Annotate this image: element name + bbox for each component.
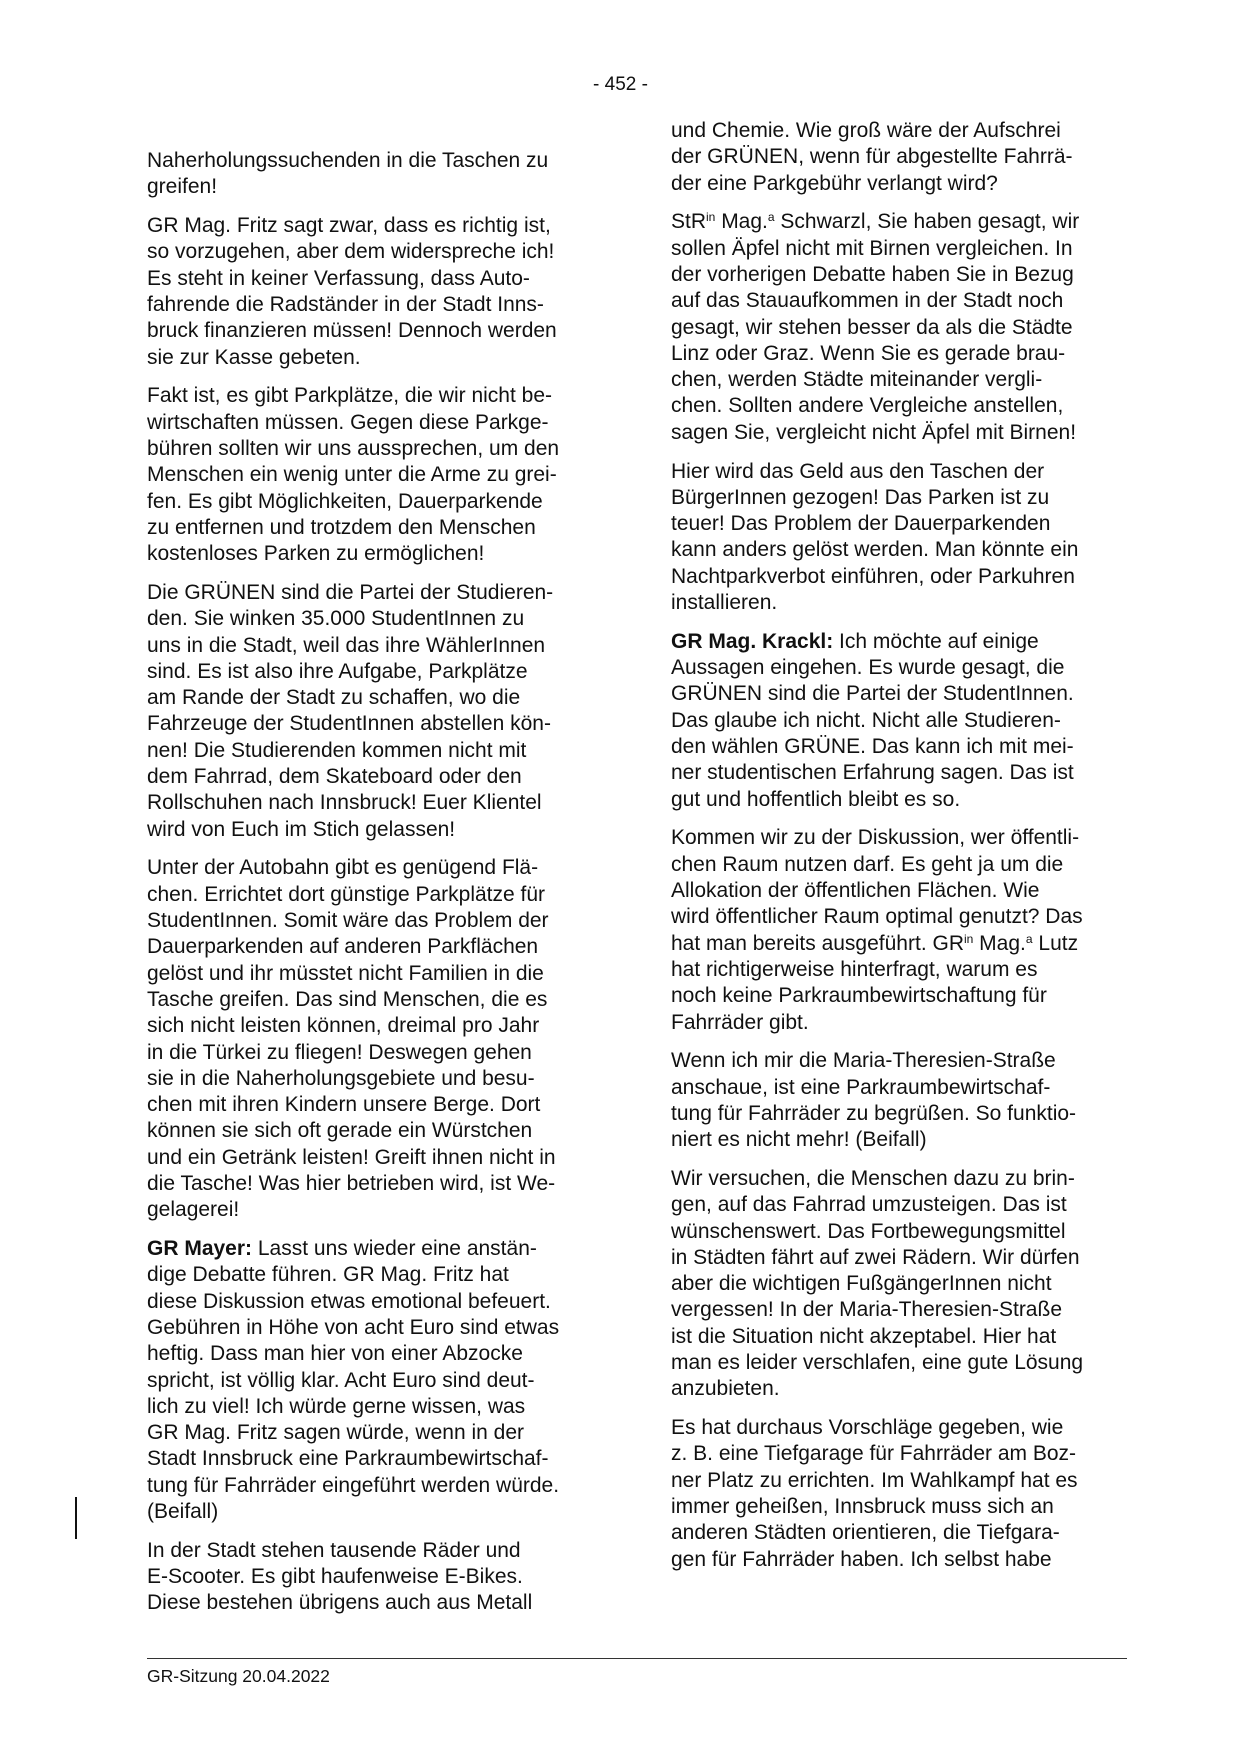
paragraph: GR Mag. Krackl: Ich möchte auf einige Aussagen eingehen. Es wurde gesagt, die GRÜNEN sind die Partei der StudentInnen. Das glaube ich nicht. Nicht alle Studieren- den wählen GRÜNE. Das kann ich mit mei- ner studentischen Erfahrung sagen. Das ist gut und hoffentlich bleibt es so.	[671, 629, 1074, 811]
footer-divider	[147, 1658, 1127, 1659]
paragraph: Kommen wir zu der Diskussion, wer öffentli- chen Raum nutzen darf. Es geht ja um die Allokation der öffentlichen Flächen. Wie wird öffentlicher Raum optimal genutzt? Das hat man bereits ausgeführt. $GR^{in}$ Mag.$^a$ Lutz hat richtigerweise hinterfragt, warum es noch keine Parkraumbewirtschaftung für Fahrräder gibt.	[671, 826, 1083, 1034]
paragraph: Wir versuchen, die Menschen dazu zu brin- gen, auf das Fahrrad umzusteigen. Das ist wünschenswert. Das Fortbewegungsmittel in Städten fährt auf zwei Rädern. Wir dürfen aber die wichtigen FußgängerInnen nicht vergessen! In der Maria-Theresien-Straße ist die Situation nicht akzeptabel. Hier hat man es leider verschlafen, eine gute Lösung anzubieten.	[671, 1166, 1084, 1401]
paragraph: Unter der Autobahn gibt es genügend Flä- chen. Errichtet dort günstige Parkplätze für StudentInnen. Somit wäre das Problem der Dauerparkenden auf anderen Parkflächen gelöst und ihr müsstet nicht Familien in die Tasche greifen. Das sind Menschen, die es sich nicht leisten können, dreimal pro Jahr in die Türkei zu fliegen! Deswegen gehen sie in die Naherholungsgebiete und besu- chen mit ihren Kindern unsere Berge. Dort können sie sich oft gerade ein Würstchen und ein Getränk leisten! Greift ihnen nicht in die Tasche! Was hier betrieben wird, ist We- gelagerei!	[147, 856, 556, 1222]
paragraph: Hier wird das Geld aus den Taschen der BürgerInnen gezogen! Das Parken ist zu teuer! Das Problem der Dauerparkenden kann anders gelöst werden. Man könnte ein Nachtparkverbot einführen, oder Parkuhren installieren.	[671, 459, 1079, 615]
paragraph: In der Stadt stehen tausende Räder und E-Scooter. Es gibt haufenweise E-Bikes. Diese bestehen übrigens auch aus Metall	[147, 1538, 533, 1615]
paragraph: GR Mayer: Lasst uns wieder eine anstän- dige Debatte führen. GR Mag. Fritz hat diese Diskussion etwas emotional befeuert. Gebühren in Höhe von acht Euro sind etwas heftig. Dass man hier von einer Abzocke spricht, ist völlig klar. Acht Euro sind deut- lich zu viel! Ich würde gerne wissen, was GR Mag. Fritz sagen würde, wenn in der Stadt Innsbruck eine Parkraumbewirtschaf- tung für Fahrräder eingeführt werden würde. (Beifall)	[147, 1237, 560, 1524]
page-number: - 452 -	[593, 74, 648, 95]
speaker-name: GR Mayer:	[147, 1237, 253, 1261]
paragraph: Wenn ich mir die Maria-Theresien-Straße anschaue, ist eine Parkraumbewirtschaf- tung für Fahrräder zu begrüßen. So funktio- niert es nicht mehr! (Beifall)	[671, 1049, 1077, 1152]
paragraph: Naherholungssuchenden in die Taschen zu greifen!	[147, 149, 549, 199]
paragraph: Fakt ist, es gibt Parkplätze, die wir nicht be- wirtschaften müssen. Gegen diese Parkge- bühren sollten wir uns aussprechen, um den Menschen ein wenig unter die Arme zu grei- fen. Es gibt Möglichkeiten, Dauerparkende zu entfernen und trotzdem den Menschen kostenloses Parken zu ermöglichen!	[147, 384, 560, 566]
footer-session: GR-Sitzung 20.04.2022	[147, 1666, 330, 1686]
revision-bar	[75, 1497, 77, 1539]
left-column	[147, 148, 603, 1629]
paragraph: GR Mag. Fritz sagt zwar, dass es richtig ist, so vorzugehen, aber dem widerspreche ich! Es steht in keiner Verfassung, dass Auto- fahrende die Radständer in der Stadt Inns- bruck finanzieren müssen! Dennoch werden sie zur Kasse gebeten.	[147, 214, 557, 369]
paragraph: Es hat durchaus Vorschläge gegeben, wie z. B. eine Tiefgarage für Fahrräder am Boz- ner Platz zu errichten. Im Wahlkampf hat es immer geheißen, Innsbruck muss sich an anderen Städten orientieren, die Tiefgara- gen für Fahrräder haben. Ich selbst habe	[671, 1416, 1078, 1571]
paragraph: StR$^{in}$ Mag.$^a$ Schwarzl, Sie haben gesagt, wir sollen Äpfel nicht mit Birnen vergleichen. In der vorherigen Debatte haben Sie in Bezug auf das Stauaufkommen in der Stadt noch gesagt, wir stehen besser da als die Städte Linz oder Graz. Wenn Sie es gerade brau- chen, werden Städte miteinander vergli- chen. Sollten andere Vergleiche anstellen, sagen Sie, vergleicht nicht Äpfel mit Birnen!	[671, 210, 1080, 444]
speaker-name: GR Mag. Krackl:	[671, 629, 834, 653]
right-column	[671, 119, 1127, 1585]
paragraph: und Chemie. Wie groß wäre der Aufschrei der GRÜNEN, wenn für abgestellte Fahrrä- der eine Parkgebühr verlangt wird?	[671, 119, 1073, 195]
paragraph: Die GRÜNEN sind die Partei der Studieren- den. Sie winken 35.000 StudentInnen zu uns in die Stadt, weil das ihre WählerInnen sind. Es ist also ihre Aufgabe, Parkplätze am Rande der Stadt zu schaffen, wo die Fahrzeuge der StudentInnen abstellen kön- nen! Die Studierenden kommen nicht mit dem Fahrrad, dem Skateboard oder den Rollschuhen nach Innsbruck! Euer Klientel wird von Euch im Stich gelassen!	[147, 580, 554, 841]
